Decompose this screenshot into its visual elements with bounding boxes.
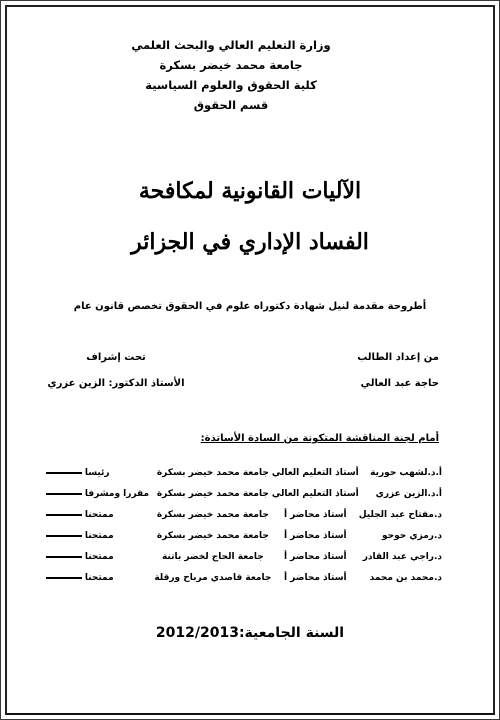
thesis-title-line-2: الفساد الإداري في الجزائر: [131, 229, 369, 255]
supervision-label: تحت إشراف: [86, 352, 146, 363]
prepared-by-label: من إعداد الطالب: [357, 352, 439, 363]
faculty-name: كلية الحقوق والعلوم السياسية: [145, 78, 317, 92]
member-rank: أستاذ محاضر أ: [283, 551, 347, 562]
member-name: أ.د.الزين عزري: [375, 488, 442, 499]
student-name: حاجة عبد العالي: [360, 378, 439, 389]
institution-header: [111, 35, 351, 115]
member-role-cell: [46, 567, 154, 588]
member-role-wrap: [46, 510, 114, 520]
member-role-wrap: [46, 531, 114, 541]
member-role-cell: [46, 462, 154, 483]
role-dash-line: [46, 493, 82, 495]
member-name: د.رمزي حوحو: [381, 530, 442, 541]
member-university: جامعة محمد خيضر بسكرة: [156, 467, 269, 478]
committee-member-row: [46, 525, 442, 546]
member-role: رئيسا: [84, 467, 110, 478]
committee-member-row: [46, 567, 442, 588]
member-role: ممتحنا: [84, 509, 114, 520]
member-role-cell: [46, 504, 154, 525]
committee-table: [46, 462, 442, 588]
member-name: د.محمد بن محمد: [369, 572, 442, 583]
member-role-wrap: [46, 552, 114, 562]
member-university: جامعة محمد خيضر بسكرة: [156, 530, 269, 541]
committee-member-row: [46, 483, 442, 504]
ministry-name: وزارة التعليم العالي والبحث العلمي: [131, 38, 331, 52]
thesis-title-line-1: الآليات القانونية لمكافحة: [138, 178, 362, 204]
member-rank: أستاذ التعليم العالي: [271, 467, 359, 478]
member-role-wrap: [46, 468, 110, 478]
member-university: جامعة محمد خيضر بسكرة: [156, 488, 269, 499]
role-dash-line: [46, 577, 82, 579]
supervisor-name: الأستاذ الدكتور: الزين عزري: [47, 378, 185, 389]
role-dash-line: [46, 535, 82, 537]
committee-member-row: [46, 504, 442, 525]
member-role: ممتحنا: [84, 530, 114, 541]
academic-year: السنة الجامعية:2012/2013: [155, 625, 345, 641]
university-name: جامعة محمد خيضر بسكرة: [159, 58, 303, 72]
member-university: جامعة قاصدي مرباح ورقلة: [154, 572, 272, 583]
committee-member-row: [46, 462, 442, 483]
member-role-cell: [46, 525, 154, 546]
member-name: د.مفتاح عبد الجليل: [358, 509, 442, 520]
prepared-by-block: [309, 345, 439, 397]
member-rank: أستاذ التعليم العالي: [271, 488, 359, 499]
member-role: مقررا ومشرفا: [84, 488, 150, 499]
thesis-subtitle: أطروحة مقدمة لنيل شهادة دكتوراه علوم في الحقوق تخصص قانون عام: [73, 301, 427, 312]
member-rank: أستاذ محاضر أ: [283, 509, 347, 520]
member-university: جامعة محمد خيضر بسكرة: [156, 509, 269, 520]
role-dash-line: [46, 556, 82, 558]
member-role-wrap: [46, 489, 149, 499]
role-dash-line: [46, 472, 82, 474]
member-name: د.راجي عبد القادر: [362, 551, 442, 562]
member-name: أ.د.لشهب حورية: [370, 467, 442, 478]
member-rank: أستاذ محاضر أ: [283, 530, 347, 541]
supervision-block: [36, 345, 196, 397]
member-role: ممتحنا: [84, 572, 114, 583]
member-rank: أستاذ محاضر أ: [283, 572, 347, 583]
department-name: قسم الحقوق: [193, 98, 269, 112]
member-role-cell: [46, 483, 154, 504]
role-dash-line: [46, 514, 82, 516]
committee-member-row: [46, 546, 442, 567]
member-university: جامعة الحاج لخضر باتنة: [161, 551, 264, 562]
member-role-cell: [46, 546, 154, 567]
committee-heading: أمام لجنة المناقشة المتكونة من السادة الأساتذة:: [200, 433, 439, 444]
member-role-wrap: [46, 573, 114, 583]
member-role: ممتحنا: [84, 551, 114, 562]
